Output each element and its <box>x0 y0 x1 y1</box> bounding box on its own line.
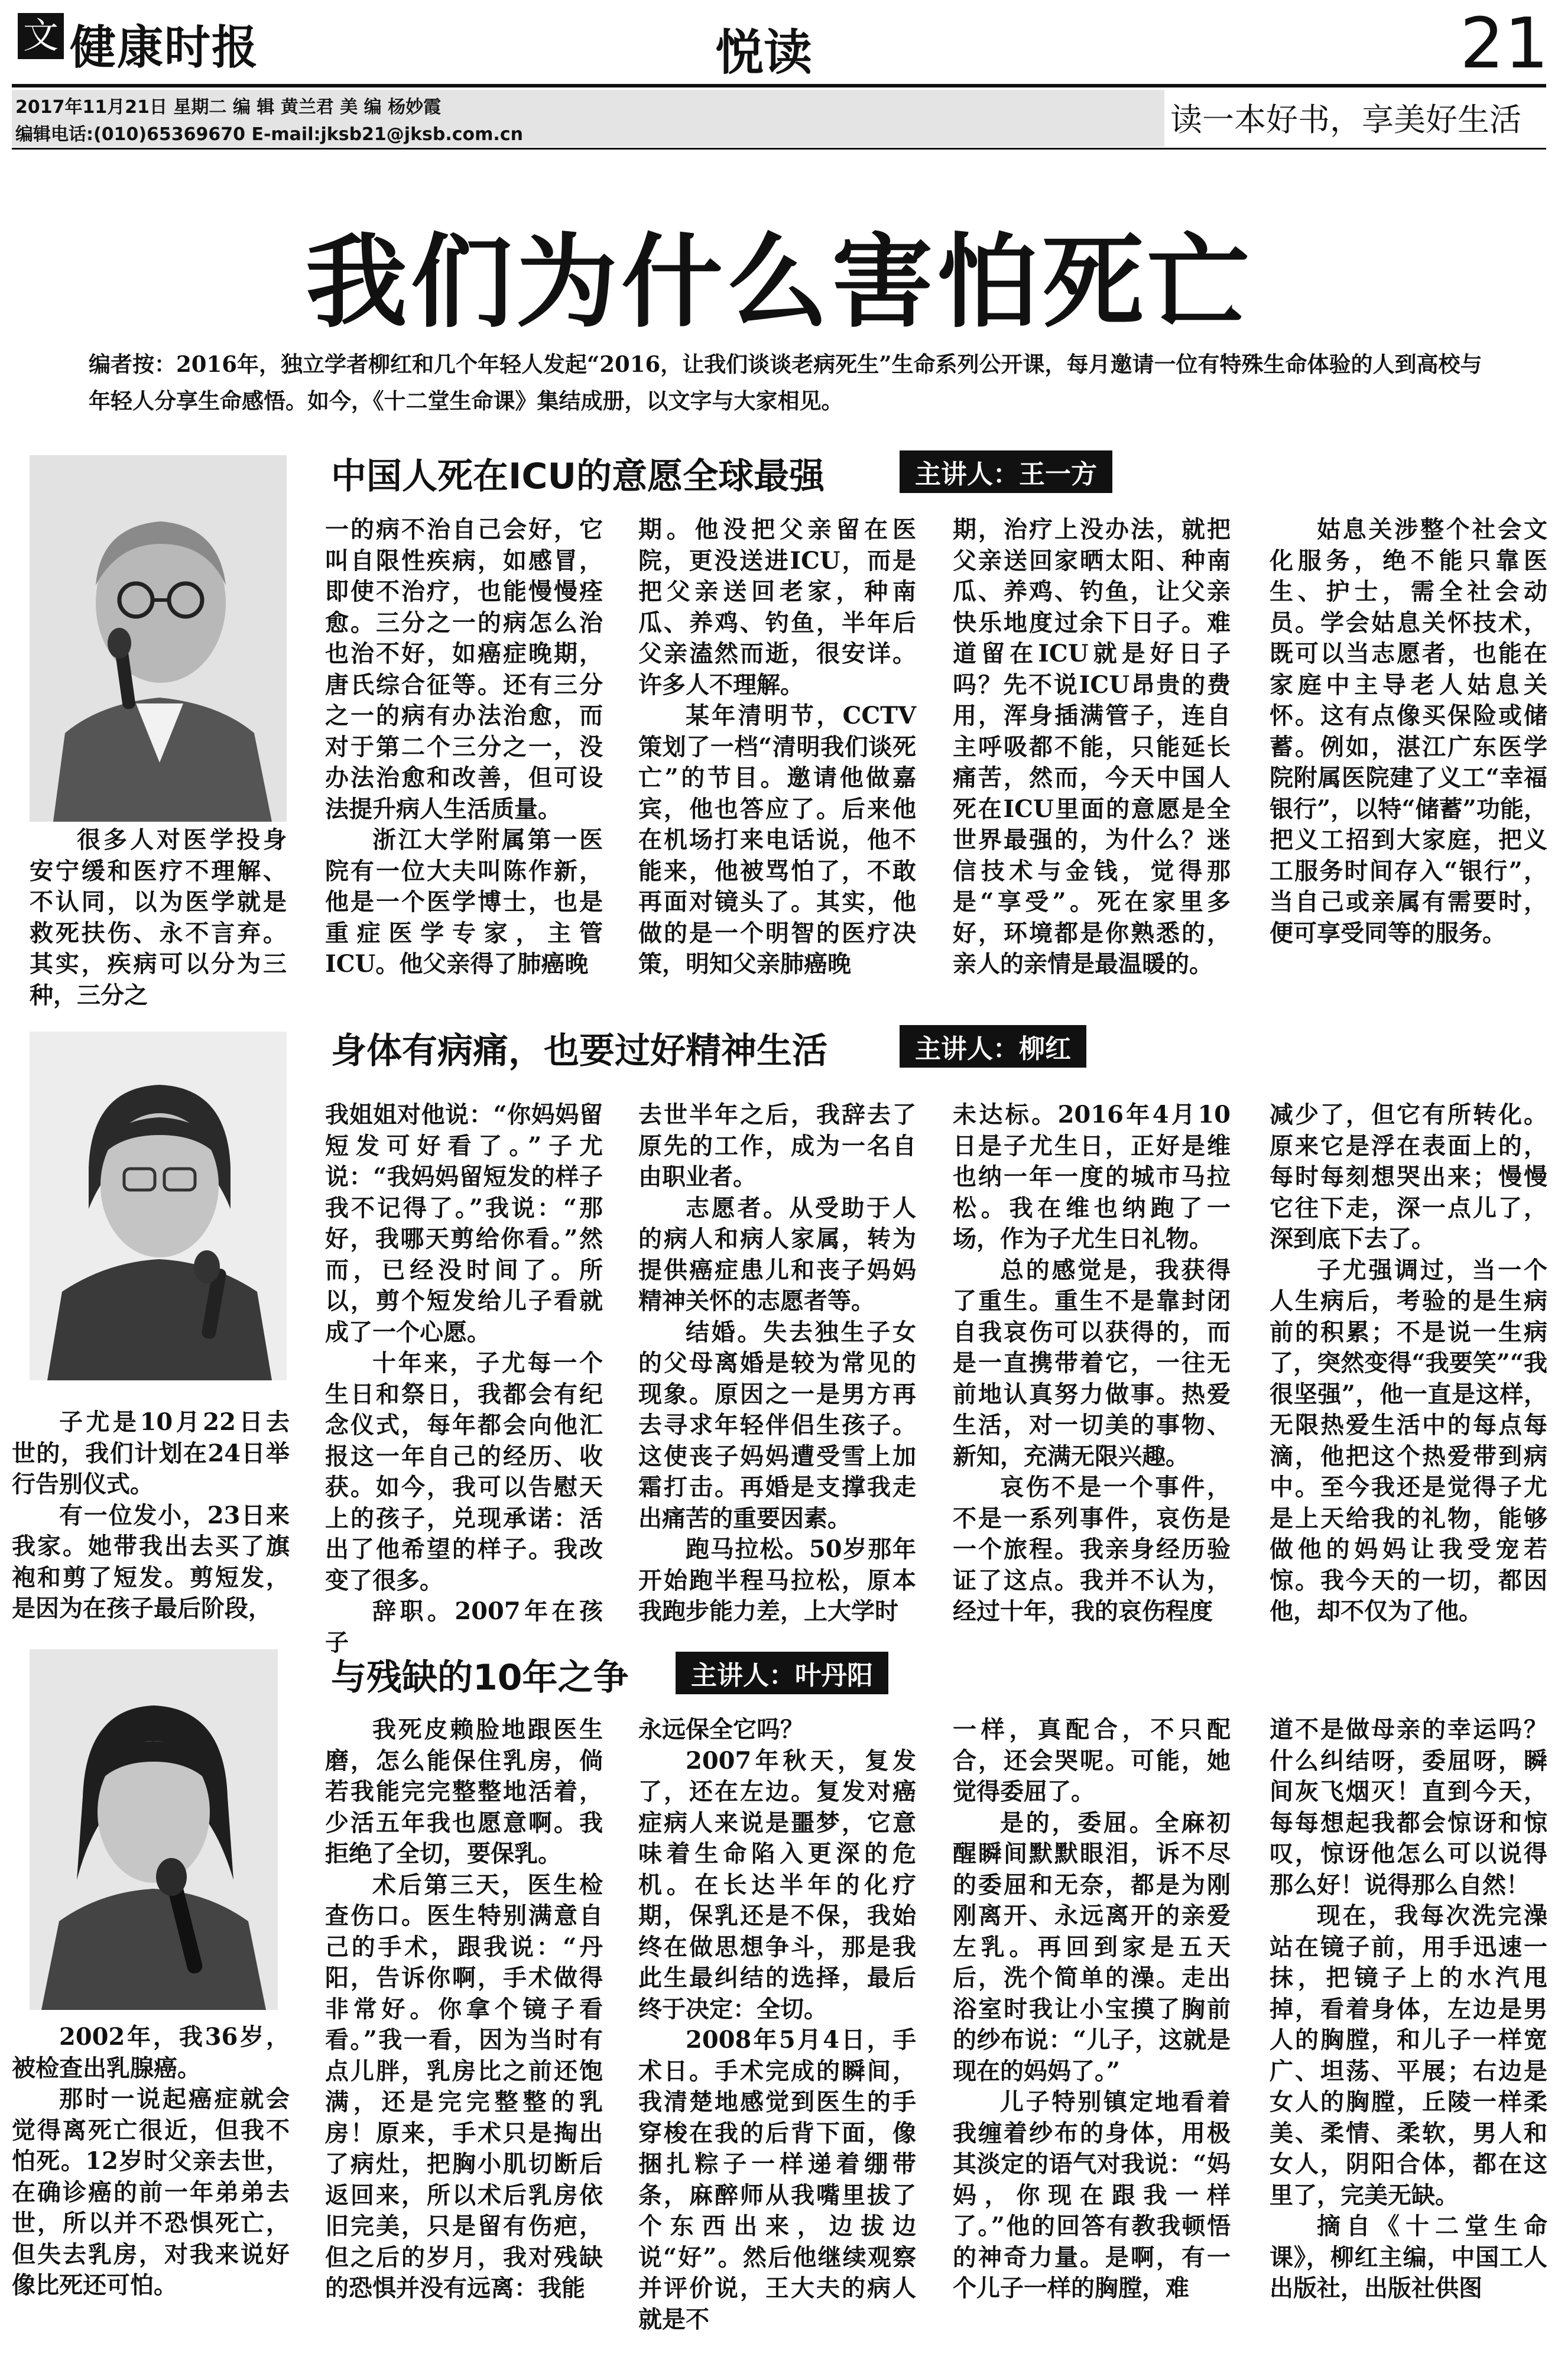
paragraph: 辞职。2007年在孩子 <box>325 1597 603 1656</box>
slogan: 读一本好书，享美好生活 <box>1170 101 1521 138</box>
section-3-column-4 <box>953 1714 1231 2353</box>
speaker-photo-wang-yifang <box>30 455 287 822</box>
paragraph: 某年清明节，CCTV策划了一档“清明我们谈死亡”的节目。邀请他做嘉宾，他也答应了。后来他在机场打来电话说，他不能来，他被骂怕了，不敢再面对镜头了。其实，他做的是一个明智的医疗决策，明知父亲肺癌晚 <box>638 702 916 978</box>
paragraph: 我姐姐对他说：“你妈妈留短发可好看了。”子尤说：“我妈妈留短发的样子我不记得了。”我说：“那好，我哪天剪给你看。”然而，已经没时间了。所以，剪个短发给儿子看就成了一个心愿。 <box>325 1101 603 1346</box>
section-1-column-1 <box>30 825 287 1009</box>
section-2-column-4 <box>953 1100 1231 1626</box>
paragraph: 结婚。失去独生子女的父母离婚是较为常见的现象。原因之一是男方再去寻求年轻伴侣生孩子。这使丧子妈妈遭受雪上加霜打击。再婚是支撑我走出痛苦的重要因素。 <box>638 1318 916 1532</box>
page-headline: 我们为什么害怕死亡 <box>306 222 1252 342</box>
section-1-column-4 <box>953 514 1231 1002</box>
paragraph: 是的，委屈。全麻初醒瞬间默默眼泪，诉不尽的委屈和无奈，都是为刚刚离开、永远离开的亲爱左乳。再回到家是五天后，洗个简单的澡。走出浴室时我让小宝摸了胸前的纱布说：“儿子，这就是现在的妈妈了。” <box>953 1808 1231 2085</box>
paragraph: 2007年秋天，复发了，还在左边。复发对癌症病人来说是噩梦，它意味着生命陷入更深的危机。在长达半年的化疗期，保乳还是不保，我始终在做思想争斗，那是我此生最纠结的选择，最后终于决定：全切。 <box>638 1746 916 2023</box>
section-2-column-3 <box>638 1100 916 1626</box>
paragraph: 志愿者。从受助于人的病人和病人家属，转为提供癌症患儿和丧子妈妈精神关怀的志愿者等。 <box>638 1194 916 1315</box>
speaker-portrait-woman-microphone-icon <box>30 1649 278 2010</box>
paragraph: 十年来，子尤每一个生日和祭日，我都会有纪念仪式，每年都会向他汇报这一年自己的经历、收获。如今，我可以告慰天上的孩子，兑现承诺：活出了他希望的样子。我改变了很多。 <box>325 1349 603 1594</box>
paragraph: 子尤是10月22日去世的，我们计划在24日举行告别仪式。 <box>12 1408 290 1498</box>
section-3-title: 与残缺的10年之争 <box>331 1657 629 1698</box>
section-3-column-1 <box>12 2022 290 2353</box>
section-2-column-1 <box>12 1407 290 1626</box>
section-2-speaker: 主讲人：柳红 <box>900 1025 1086 1068</box>
date-editor-line: 2017年11月21日 星期二 编 辑 黄兰君 美 编 杨妙霞 <box>15 97 442 118</box>
editor-note-lead: 编者按： <box>89 351 176 377</box>
paragraph: 有一位发小，23日来我家。她带我出去买了旗袍和剪了短发。剪短发，是因为在孩子最后阶段， <box>12 1501 290 1622</box>
masthead-rule <box>12 84 1546 87</box>
paragraph: 一样，真配合，不只配合，还会哭呢。可能，她觉得委屈了。 <box>953 1716 1231 1805</box>
paragraph: 儿子特别镇定地看着我缠着纱布的身体，用极其淡定的语气对我说：“妈妈，你现在跟我一样了。”他的回答有教我顿悟的神奇力量。是啊，有一个儿子一样的胸膛，难 <box>953 2088 1231 2302</box>
paragraph: 浙江大学附属第一医院有一位大夫叫陈作新，他是一个医学博士，也是重症医学专家，主管ICU。他父亲得了肺癌晚 <box>325 826 603 978</box>
paragraph: 道不是做母亲的幸运吗？什么纠结呀，委屈呀，瞬间灰飞烟灭！直到今天，每每想起我都会惊讶和惊叹，惊讶他怎么可以说得那么好！说得那么自然！ <box>1270 1716 1547 1899</box>
paragraph: 术后第三天，医生检查伤口。医生特别满意自己的手术，跟我说：“丹阳，告诉你啊，手术做得非常好。你拿个镜子看看。”我一看，因为当时有点儿胖，乳房比之前还饱满，还是完完整整的乳房！原来，手术只是掏出了病灶，把胸小肌切断后返回来，所以术后乳房依旧完美，只是留有伤疤，但之后的岁月，我对残缺的恐惧并没有远离：我能 <box>325 1870 603 2302</box>
paragraph: 减少了，但它有所转化。原来它是浮在表面上的，每时每刻想哭出来；慢慢它往下走，深一点儿了，深到底下去了。 <box>1270 1101 1547 1253</box>
section-1-title: 中国人死在ICU的意愿全球最强 <box>331 456 825 497</box>
paragraph: 现在，我每次洗完澡站在镜子前，用手迅速一抹，把镜子上的水汽甩掉，看着身体，左边是男人的胸膛，和儿子一样宽广、坦荡、平展；右边是女人的胸膛，丘陵一样柔美、柔情、柔软，男人和女人，阴阳合体，都在这里了，完美无缺。 <box>1270 1902 1547 2209</box>
paragraph: 未达标。2016年4月10日是子尤生日，正好是维也纳一年一度的城市马拉松。我在维也纳跑了一场，作为子尤生日礼物。 <box>953 1101 1231 1253</box>
speaker-photo-liu-hong <box>30 1032 287 1380</box>
paragraph: 期，治疗上没办法，就把父亲送回家晒太阳、种南瓜、养鸡、钓鱼，让父亲快乐地度过余下日子。难道留在ICU就是好日子吗？先不说ICU昂贵的费用，浑身插满管子，连自主呼吸都不能，只能延长痛苦，然而，今天中国人死在ICU里面的意愿是全世界最强的，为什么？迷信技术与金钱，觉得那是“享受”。死在家里多好，环境都是你熟悉的，亲人的亲情是最温暖的。 <box>953 515 1231 978</box>
paragraph: 期。他没把父亲留在医院，更没送进ICU，而是把父亲送回老家，种南瓜、养鸡、钓鱼，半年后父亲溘然而逝，很安详。许多人不理解。 <box>638 515 916 699</box>
paragraph: 哀伤不是一个事件，不是一系列事件，哀伤是一个旅程。我亲身经历验证了这点。我并不认为，经过十年，我的哀伤程度 <box>953 1473 1231 1625</box>
logo-glyph: 文 <box>23 15 59 57</box>
paragraph: 我死皮赖脸地跟医生磨，怎么能保住乳房，倘若我能完完整整地活着，少活五年我也愿意啊。我拒绝了全切，要保乳。 <box>325 1716 603 1867</box>
editor-note-text: 2016年，独立学者柳红和几个年轻人发起“2016，让我们谈谈老病死生”生命系列公开课，每月邀请一位有特殊生命体验的人到高校与年轻人分享生命感悟。如今，《十二堂生命课》集结成册，以文字与大家相见。 <box>89 351 1482 414</box>
editor-note <box>89 346 1484 419</box>
paragraph: 2008年5月4日，手术日。手术完成的瞬间，我清楚地感觉到医生的手穿梭在我的后背下面，像捆扎粽子一样递着绷带条，麻醉师从我嘴里拔了个东西出来，边拔边说“好”。然后他继续观察并评价说，王大夫的病人就是不 <box>638 2026 916 2333</box>
section-1-column-3 <box>638 514 916 1002</box>
source-credit: 摘自《十二堂生命课》，柳红主编，中国工人出版社，出版社供图 <box>1270 2212 1547 2302</box>
paragraph: 2002年，我36岁，被检查出乳腺癌。 <box>12 2023 290 2082</box>
section-2-title: 身体有病痛，也要过好精神生活 <box>331 1030 827 1072</box>
section-3-column-3 <box>638 1714 916 2353</box>
contact-line: 编辑电话:(010)65369670 E-mail:jksb21@jksb.com.cn <box>15 124 523 145</box>
paragraph: 很多人对医学投身安宁缓和医疗不理解、不认同，以为医学就是救死扶伤、永不言弃。其实，疾病可以分为三种，三分之 <box>30 826 287 1009</box>
page-number: 21 <box>1460 2 1549 84</box>
section-name: 悦读 <box>715 25 813 81</box>
section-2-column-5 <box>1270 1100 1547 1626</box>
speaker-portrait-man-icon <box>30 455 287 822</box>
speaker-photo-ye-danyang <box>30 1649 278 2010</box>
newspaper-logo-icon <box>18 13 64 59</box>
paragraph: 跑马拉松。50岁那年开始跑半程马拉松，原本我跑步能力差，上大学时 <box>638 1535 916 1625</box>
paragraph: 去世半年之后，我辞去了原先的工作，成为一名自由职业者。 <box>638 1101 916 1191</box>
section-2-column-2 <box>325 1100 603 1656</box>
section-3-column-2 <box>325 1714 603 2353</box>
paragraph: 总的感觉是，我获得了重生。重生不是靠封闭自我哀伤可以获得的，而是一直携带着它，一往无前地认真努力做事。热爱生活，对一切美的事物、新知，充满无限兴趣。 <box>953 1256 1231 1470</box>
section-1-column-2 <box>325 514 603 1002</box>
paragraph: 姑息关涉整个社会文化服务，绝不能只靠医生、护士，需全社会动员。学会姑息关怀技术，既可以当志愿者，也能在家庭中主导老人姑息关怀。这有点像买保险或储蓄。例如，湛江广东医学院附属医院建了义工“幸福银行”，以特“储蓄”功能，把义工招到大家庭，把义工服务时间存入“银行”，当自己或亲属有需要时，便可享受同等的服务。 <box>1270 515 1547 947</box>
section-3-column-5 <box>1270 1714 1547 2353</box>
masthead-bottom-rule <box>12 148 1546 150</box>
paragraph: 子尤强调过，当一个人生病后，考验的是生病前的积累；不是说一生病了，突然变得“我要笑”“我很坚强”，他一直是这样，无限热爱生活中的每点每滴，他把这个热爱带到病中。至今我还是觉得子尤是上天给我的礼物，能够做他的妈妈让我受宠若惊。我今天的一切，都因他，却不仅为了他。 <box>1270 1256 1547 1625</box>
paragraph: 那时一说起癌症就会觉得离死亡很近，但我不怕死。12岁时父亲去世，在确诊癌的前一年弟弟去世，所以并不恐惧死亡，但失去乳房，对我来说好像比死还可怕。 <box>12 2085 290 2299</box>
paragraph: 一的病不治自己会好，它叫自限性疾病，如感冒，即使不治疗，也能慢慢痊愈。三分之一的病怎么治也治不好，如癌症晚期，唐氏综合征等。还有三分之一的病有办法治愈，而对于第二个三分之一，没办法治愈和改善，但可设法提升病人生活质量。 <box>325 515 603 823</box>
section-3-speaker: 主讲人：叶丹阳 <box>676 1652 888 1694</box>
newspaper-name: 健康时报 <box>70 21 259 74</box>
speaker-portrait-woman-glasses-icon <box>30 1032 287 1380</box>
paragraph: 永远保全它吗？ <box>638 1716 804 1743</box>
section-1-speaker: 主讲人：王一方 <box>900 450 1112 493</box>
section-1-column-5 <box>1270 514 1547 1002</box>
